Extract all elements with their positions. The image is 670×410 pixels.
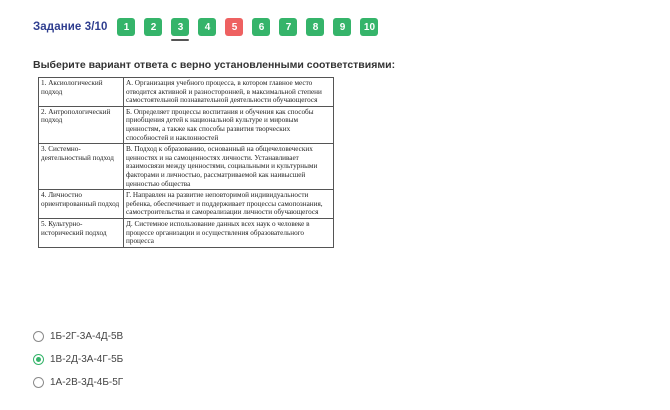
table-cell-definition: Б. Определяет процессы воспитания и обучения как способы приобщения детей к национальной культуре и мировым ценностям, а также как способы развития творческих способностей и наклонностей xyxy=(124,106,334,143)
table-cell-approach: 3. Системно-деятельностный подход xyxy=(39,144,124,190)
table-cell-definition: Д. Системное использование данных всех наук о человеке в процессе организации и осуществления образовательного процесса xyxy=(124,218,334,247)
radio-button-checked[interactable] xyxy=(33,354,44,365)
table-cell-definition: А. Организация учебного процесса, в котором главное место отводится активной и разносторонней, в максимальной степени самостоятельной познавательной деятельности обучающегося xyxy=(124,78,334,107)
table-row xyxy=(39,78,334,107)
answer-label: 1А-2В-3Д-4Б-5Г xyxy=(50,377,124,388)
answer-option-2[interactable] xyxy=(33,348,123,371)
radio-button[interactable] xyxy=(33,331,44,342)
question-nav-5[interactable]: 5 xyxy=(225,18,243,36)
question-nav-10[interactable]: 10 xyxy=(360,18,378,36)
answer-label: 1Б-2Г-3А-4Д-5В xyxy=(50,331,124,342)
question-nav-3[interactable]: 3 xyxy=(171,18,189,36)
task-navigation xyxy=(33,18,387,36)
question-nav-7[interactable]: 7 xyxy=(279,18,297,36)
table-cell-approach: 2. Антропологический подход xyxy=(39,106,124,143)
question-nav-4[interactable]: 4 xyxy=(198,18,216,36)
question-text: Выберите вариант ответа с верно установленными соответствиями: xyxy=(33,59,396,71)
table-row xyxy=(39,190,334,219)
table-cell-approach: 4. Личностно ориентированный подход xyxy=(39,190,124,219)
radio-button[interactable] xyxy=(33,377,44,388)
matching-table xyxy=(38,77,334,248)
table-row xyxy=(39,106,334,143)
table-cell-definition: Г. Направлен на развитие неповторимой индивидуальности ребенка, обеспечивает и поддерживает процессы самопознания, самостроительства и самореализации личности обучающегося xyxy=(124,190,334,219)
question-nav-8[interactable]: 8 xyxy=(306,18,324,36)
task-counter: Задание 3/10 xyxy=(33,21,108,33)
table-cell-definition: В. Подход к образованию, основанный на общечеловеческих ценностях и на самоценностях личности. Устанавливает взаимосвязи между ценностями, социальными и культурными факторами и личностью, рассматриваемой как наивысшей ценностью общества xyxy=(124,144,334,190)
table-row xyxy=(39,144,334,190)
question-nav-6[interactable]: 6 xyxy=(252,18,270,36)
answer-option-3[interactable] xyxy=(33,371,123,394)
table-row xyxy=(39,218,334,247)
answer-options xyxy=(33,325,123,394)
question-nav-9[interactable]: 9 xyxy=(333,18,351,36)
answer-option-1[interactable] xyxy=(33,325,123,348)
question-nav-1[interactable]: 1 xyxy=(117,18,135,36)
table-cell-approach: 1. Аксиологический подход xyxy=(39,78,124,107)
answer-label: 1В-2Д-3А-4Г-5Б xyxy=(50,354,124,365)
table-cell-approach: 5. Культурно-исторический подход xyxy=(39,218,124,247)
question-nav-2[interactable]: 2 xyxy=(144,18,162,36)
